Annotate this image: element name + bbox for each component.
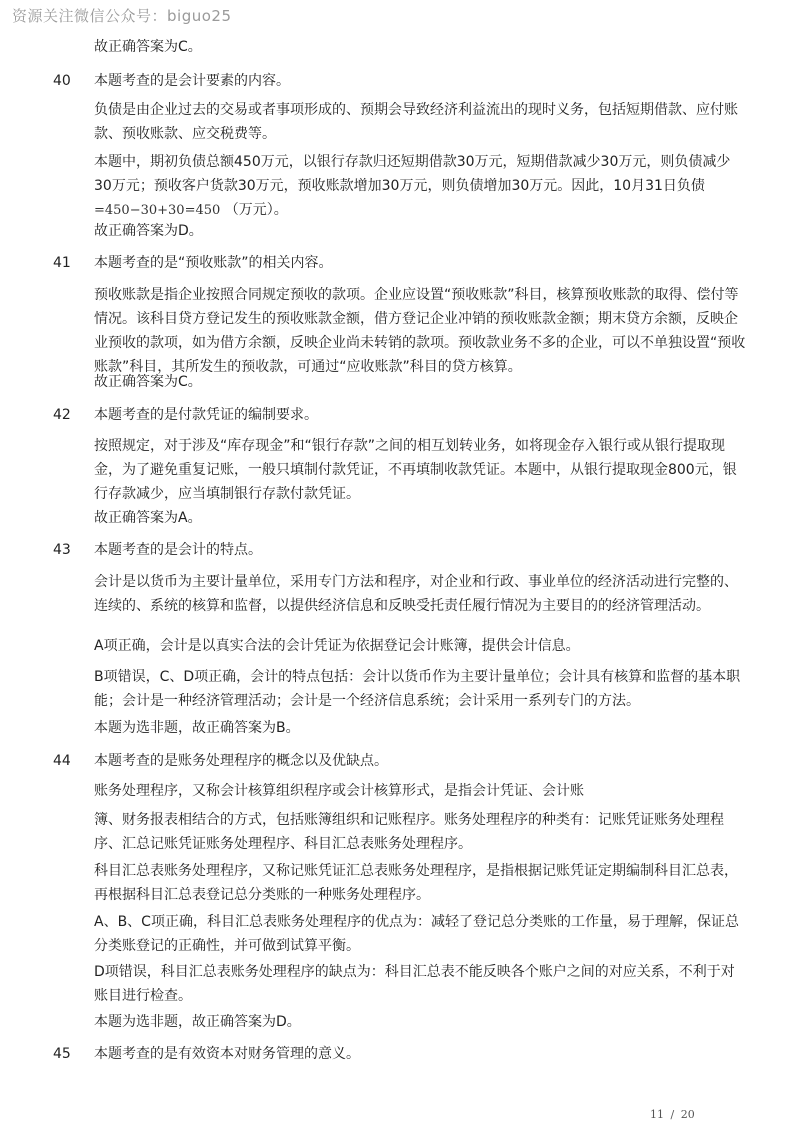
- question-number-43: 43: [53, 542, 71, 558]
- total-pages: 20: [680, 1108, 695, 1121]
- answer-line-43: 本题为选非题，故正确答案为B。: [94, 720, 300, 736]
- answer-line-39: 故正确答案为C。: [94, 39, 202, 55]
- answer-line-40: 故正确答案为D。: [94, 223, 203, 239]
- paragraph-43-3: B项错误，C、D项正确，会计的特点包括：会计以货币作为主要计量单位；会计具有核算和监督的基本职能；会计是一种经济管理活动；会计是一个经济信息系统；会计采用一系列专门的方法。: [94, 669, 741, 709]
- paragraph-44-4: A、B、C项正确，科目汇总表账务处理程序的优点为：减轻了登记总分类账的工作量，易于理解，保证总分类账登记的正确性，并可做到试算平衡。: [94, 914, 739, 954]
- question-number-41: 41: [53, 255, 71, 271]
- paragraph-40-2-text: 本题中，期初负债总额450万元，以银行存款归还短期借款30万元，短期借款减少30万元，则负债减少30万元；预收客户货款30万元，预收账款增加30万元，则负债增加30万元。因此，10月31日负债: [94, 154, 731, 194]
- paragraph-42-1: 按照规定，对于涉及“库存现金”和“银行存款”之间的相互划转业务，如将现金存入银行或从银行提取现金，为了避免重复记账，一般只填制付款凭证，不再填制收款凭证。本题中，从银行提取现金800元，银行存款减少，应当填制银行存款付款凭证。: [94, 438, 737, 502]
- question-title-43: 本题考查的是会计的特点。: [94, 542, 262, 558]
- paragraph-44-1: 账务处理程序，又称会计核算组织程序或会计核算形式，是指会计凭证、会计账: [94, 783, 584, 799]
- paragraph-44-2: 簿、财务报表相结合的方式，包括账簿组织和记账程序。账务处理程序的种类有：记账凭证账务处理程序、汇总记账凭证账务处理程序、科目汇总表账务处理程序。: [94, 812, 724, 852]
- watermark-text: 资源关注微信公众号：biguo25: [12, 7, 232, 25]
- paragraph-44-5: D项错误，科目汇总表账务处理程序的缺点为：科目汇总表不能反映各个账户之间的对应关系，不利于对账目进行检查。: [94, 964, 735, 1004]
- answer-line-44: 本题为选非题，故正确答案为D。: [94, 1014, 301, 1030]
- paragraph-43-2: A项正确，会计是以真实合法的会计凭证为依据登记会计账簿，提供会计信息。: [94, 638, 580, 654]
- question-number-44: 44: [53, 753, 71, 769]
- answer-line-41: 故正确答案为C。: [94, 374, 202, 390]
- paragraph-44-3: 科目汇总表账务处理程序，又称记账凭证汇总表账务处理程序，是指根据记账凭证定期编制科目汇总表，再根据科目汇总表登记总分类账的一种账务处理程序。: [94, 863, 738, 903]
- question-title-44: 本题考查的是账务处理程序的概念以及优缺点。: [94, 753, 388, 769]
- current-page: 11: [650, 1108, 664, 1121]
- question-title-40: 本题考查的是会计要素的内容。: [94, 73, 290, 89]
- paragraph-43-1: 会计是以货币为主要计量单位，采用专门方法和程序，对企业和行政、事业单位的经济活动进行完整的、连续的、系统的核算和监督，以提供经济信息和反映受托责任履行情况为主要目的的经济管理活动。: [94, 574, 738, 614]
- paragraph-41-1: 预收账款是指企业按照合同规定预收的款项。企业应设置“预收账款”科目，核算预收账款的取得、偿付等情况。该科目贷方登记发生的预收账款金额，借方登记企业冲销的预收账款金额；期末贷方余额，反映企业预收的款项，如为借方余额，反映企业尚未转销的款项。预收款业务不多的企业，可以不单独设置“预收账款”科目，其所发生的预收款，可通过“应收账款”科目的贷方核算。: [94, 287, 746, 375]
- question-number-45: 45: [53, 1046, 71, 1062]
- question-title-41: 本题考查的是“预收账款”的相关内容。: [94, 255, 333, 271]
- question-number-42: 42: [53, 407, 71, 423]
- page-separator: /: [670, 1108, 675, 1121]
- page-number: [650, 1108, 695, 1121]
- answer-line-42: 故正确答案为A。: [94, 510, 202, 526]
- question-title-45: 本题考查的是有效资本对财务管理的意义。: [94, 1046, 360, 1062]
- formula-unit-40: （万元）。: [224, 202, 288, 218]
- question-number-40: 40: [53, 73, 71, 89]
- paragraph-40-2: [94, 150, 746, 223]
- paragraph-40-1: 负债是由企业过去的交易或者事项形成的、预期会导致经济利益流出的现时义务，包括短期借款、应付账款、预收账款、应交税费等。: [94, 102, 738, 142]
- question-title-42: 本题考查的是付款凭证的编制要求。: [94, 407, 318, 423]
- formula-40: =450−30+30=450: [94, 203, 221, 218]
